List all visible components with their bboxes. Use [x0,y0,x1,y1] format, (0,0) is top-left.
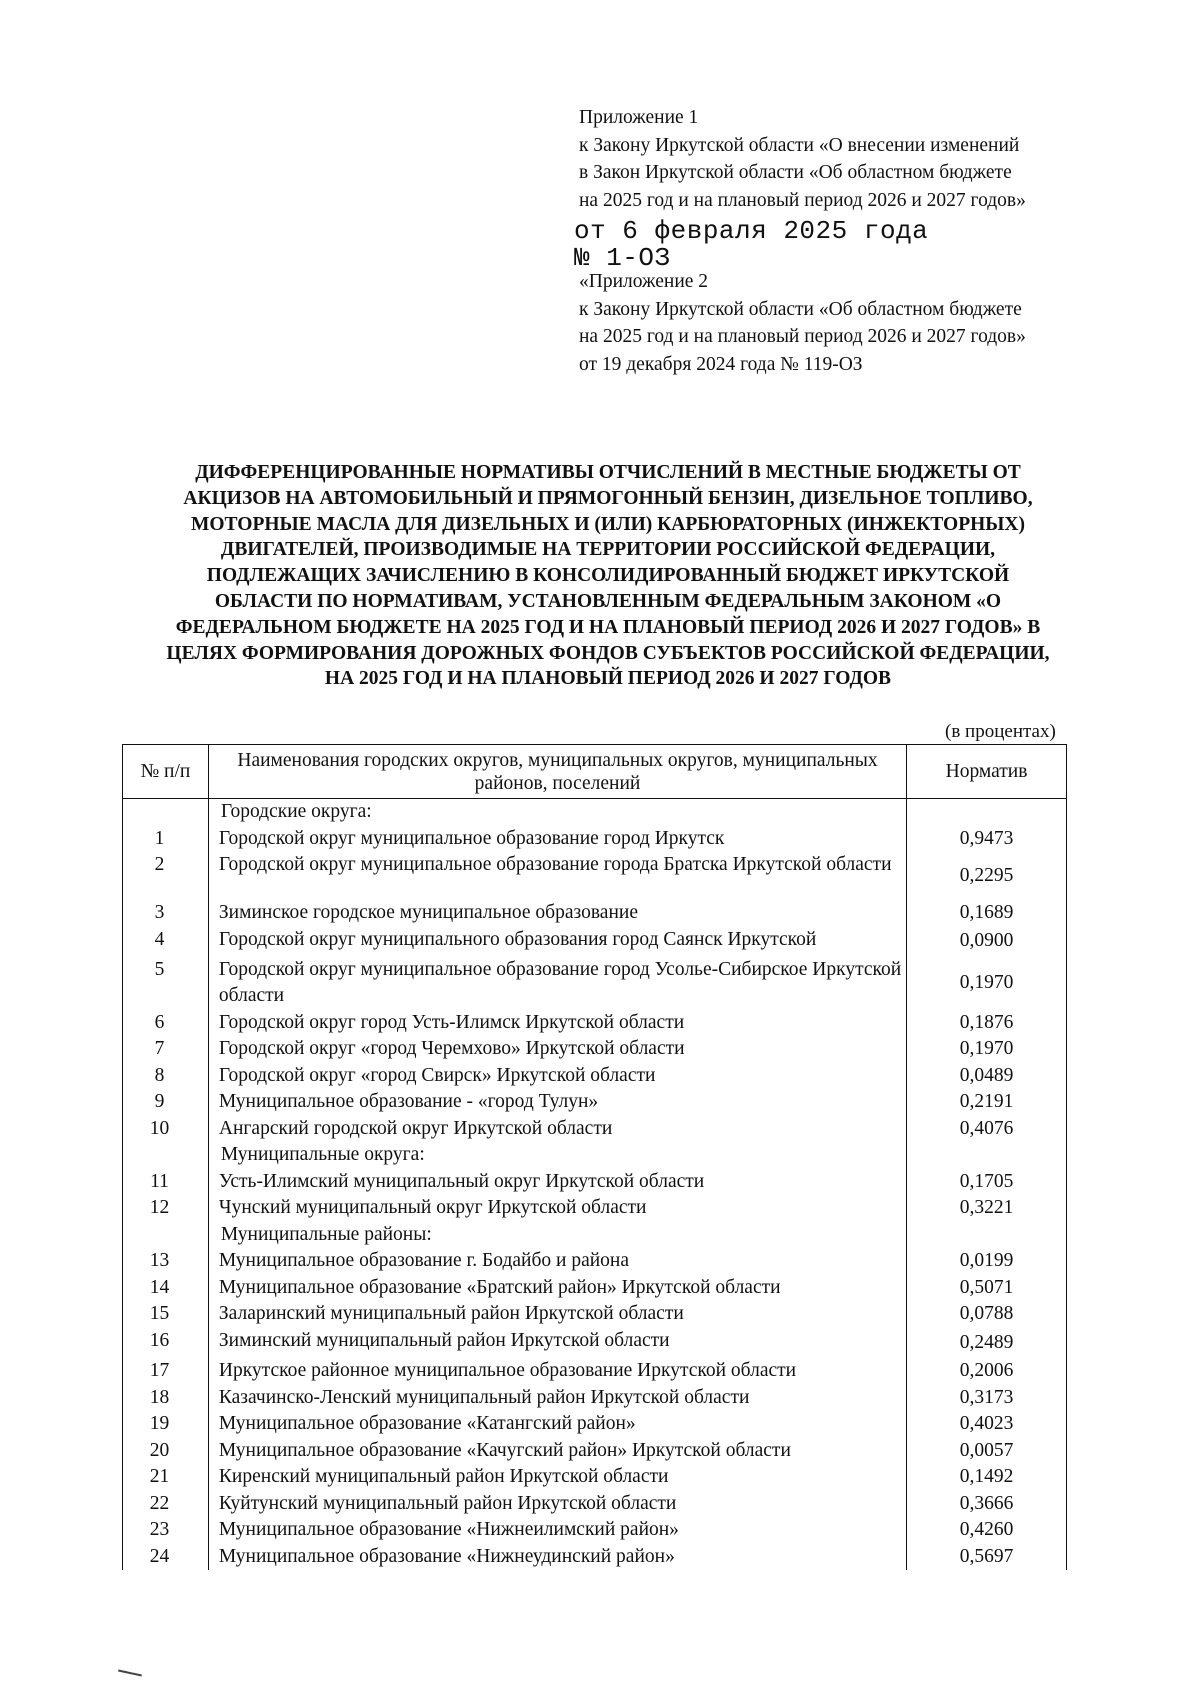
table-row [123,1010,1067,1037]
title-line: НА 2025 ГОД И НА ПЛАНОВЫЙ ПЕРИОД 2026 И 2027 ГОДОВ [324,668,892,690]
row-name: Городские округа: [208,799,906,826]
typed-number: № 1-ОЗ [574,243,671,273]
row-number [123,1142,209,1169]
row-number [123,799,209,826]
row-name: Куйтунский муниципальный район Иркутской области [208,1491,906,1518]
row-number: 22 [123,1491,209,1518]
row-value: 0,1705 [907,1169,1067,1196]
original-appendix-header [579,268,1099,378]
row-name: Зиминское городское муниципальное образование [208,900,906,927]
row-name: Муниципальное образование «Братский район» Иркутской области [208,1275,906,1302]
row-number: 10 [123,1116,209,1143]
table-row [123,1438,1067,1465]
table-row [123,1169,1067,1196]
appendix-header [579,104,1099,214]
title-line: ФЕДЕРАЛЬНОМ БЮДЖЕТЕ НА 2025 ГОД И НА ПЛАНОВЫЙ ПЕРИОД 2026 И 2027 ГОДОВ» В [175,616,1041,638]
row-number: 19 [123,1411,209,1438]
row-name: Ангарский городской округ Иркутской области [208,1116,906,1143]
appendix-line: на 2025 год и на плановый период 2026 и 2027 годов» [579,189,1026,211]
row-name: Городской округ муниципальное образование города Братска Иркутской области [208,852,906,900]
row-value: 0,1689 [907,900,1067,927]
table-body [123,799,1067,1571]
row-name: Киренский муниципальный район Иркутской области [208,1464,906,1491]
row-name: Иркутское районное муниципальное образование Иркутской области [208,1358,906,1385]
original-line: от 19 декабря 2024 года № 119-ОЗ [579,353,863,375]
row-value: 0,2295 [907,852,1067,900]
title-line: МОТОРНЫЕ МАСЛА ДЛЯ ДИЗЕЛЬНЫХ И (ИЛИ) КАРБЮРАТОРНЫХ (ИНЖЕКТОРНЫХ) [190,513,1026,535]
row-value [907,799,1067,826]
row-value: 0,5071 [907,1275,1067,1302]
row-name: Муниципальное образование «Катангский район» [208,1411,906,1438]
row-name: Муниципальное образование «Качугский район» Иркутской области [208,1438,906,1465]
table-row [123,1358,1067,1385]
row-name: Городской округ «город Черемхово» Иркутской области [208,1036,906,1063]
row-name: Городской округ «город Свирск» Иркутской области [208,1063,906,1090]
row-name: Городской округ муниципальное образование город Иркутск [208,826,906,853]
row-name: Городской округ муниципальное образование город Усолье-Сибирское Иркутской области [208,957,906,1010]
table-row [123,1491,1067,1518]
row-name: Городской округ муниципального образования город Саянск Иркутской [208,927,906,957]
table-row [123,1517,1067,1544]
title-line: ДИФФЕРЕНЦИРОВАННЫЕ НОРМАТИВЫ ОТЧИСЛЕНИЙ В МЕСТНЫЕ БЮДЖЕТЫ ОТ [195,462,1021,483]
table-row [123,957,1067,1010]
original-line: на 2025 год и на плановый период 2026 и 2027 годов» [579,326,1026,347]
table-row [123,1544,1067,1571]
table-section-row [123,1142,1067,1169]
row-number: 18 [123,1385,209,1412]
row-name: Муниципальные районы: [208,1222,906,1249]
title-line: ПОДЛЕЖАЩИХ ЗАЧИСЛЕНИЮ В КОНСОЛИДИРОВАННЫЙ БЮДЖЕТ ИРКУТСКОЙ [206,565,1010,587]
row-name: Муниципальное образование - «город Тулун» [208,1089,906,1116]
table-row [123,1385,1067,1412]
row-value: 0,0489 [907,1063,1067,1090]
row-value: 0,4076 [907,1116,1067,1143]
table-row [123,900,1067,927]
row-value: 0,1876 [907,1010,1067,1037]
row-number: 12 [123,1195,209,1222]
row-number: 11 [123,1169,209,1196]
row-name: Усть-Илимский муниципальный округ Иркутской области [208,1169,906,1196]
table-row [123,927,1067,957]
row-number: 7 [123,1036,209,1063]
table-row [123,1411,1067,1438]
row-number: 8 [123,1063,209,1090]
row-value: 0,0788 [907,1301,1067,1328]
row-value: 0,3666 [907,1491,1067,1518]
table-row [123,1116,1067,1143]
row-number: 5 [123,957,209,1010]
row-value: 0,3221 [907,1195,1067,1222]
table-section-row [123,1222,1067,1249]
table-row [123,1275,1067,1302]
row-value: 0,0900 [907,927,1067,957]
table-row [123,1063,1067,1090]
header-name: Наименования городских округов, муниципальных округов, муниципальных районов, поселений [208,745,906,799]
row-name: Зиминский муниципальный район Иркутской области [208,1328,906,1358]
table-row [123,1248,1067,1275]
row-name: Муниципальное образование «Нижнеудинский район» [208,1544,906,1571]
row-name: Муниципальные округа: [208,1142,906,1169]
title-line: ОБЛАСТИ ПО НОРМАТИВАМ, УСТАНОВЛЕННЫМ ФЕДЕРАЛЬНЫМ ЗАКОНОМ «О [214,590,1002,612]
row-name: Казачинско-Ленский муниципальный район Иркутской области [208,1385,906,1412]
row-number: 1 [123,826,209,853]
table-section-row [123,799,1067,826]
table-row [123,1195,1067,1222]
row-value [907,1142,1067,1169]
row-number: 2 [123,852,209,900]
table-row [123,852,1067,900]
table-row [123,1301,1067,1328]
row-value: 0,9473 [907,826,1067,853]
row-value: 0,2006 [907,1358,1067,1385]
row-number: 15 [123,1301,209,1328]
row-name: Муниципальное образование «Нижнеилимский район» [208,1517,906,1544]
row-value: 0,1492 [907,1464,1067,1491]
row-value: 0,3173 [907,1385,1067,1412]
row-value: 0,2191 [907,1089,1067,1116]
typed-date-number [574,218,928,272]
appendix-line: Приложение 1 [579,107,699,128]
scan-artifact [118,1670,142,1677]
row-number: 24 [123,1544,209,1571]
row-number: 13 [123,1248,209,1275]
row-value: 0,0199 [907,1248,1067,1275]
row-number: 6 [123,1010,209,1037]
row-value: 0,4260 [907,1517,1067,1544]
table-row [123,1328,1067,1358]
appendix-line: к Закону Иркутской области «О внесении изменений [579,134,1020,156]
header-num: № п/п [123,745,209,799]
header-value: Норматив [907,745,1067,799]
row-value: 0,1970 [907,1036,1067,1063]
row-value: 0,0057 [907,1438,1067,1465]
row-name: Муниципальное образование г. Бодайбо и района [208,1248,906,1275]
row-number: 9 [123,1089,209,1116]
appendix-line: в Закон Иркутской области «Об областном бюджете [579,162,1012,183]
row-number: 14 [123,1275,209,1302]
title-line: АКЦИЗОВ НА АВТОМОБИЛЬНЫЙ И ПРЯМОГОННЫЙ БЕНЗИН, ДИЗЕЛЬНОЕ ТОПЛИВО, [183,487,1033,509]
row-value: 0,1970 [907,957,1067,1010]
row-value: 0,2489 [907,1328,1067,1358]
row-name: Городской округ город Усть-Илимск Иркутской области [208,1010,906,1037]
table-row [123,1036,1067,1063]
row-number: 16 [123,1328,209,1358]
row-value: 0,4023 [907,1411,1067,1438]
unit-note: (в процентах) [945,721,1056,742]
table-row [123,1464,1067,1491]
row-number: 17 [123,1358,209,1385]
row-number: 4 [123,927,209,957]
table-row [123,1089,1067,1116]
norms-table [122,744,1067,1570]
original-line: «Приложение 2 [579,271,709,292]
typed-date: от 6 февраля 2025 года [574,216,929,246]
table-row [123,826,1067,853]
row-number [123,1222,209,1249]
row-number: 3 [123,900,209,927]
title-line: ЦЕЛЯХ ФОРМИРОВАНИЯ ДОРОЖНЫХ ФОНДОВ СУБЪЕКТОВ РОССИЙСКОЙ ФЕДЕРАЦИИ, [166,642,1050,664]
row-value [907,1222,1067,1249]
original-line: к Закону Иркутской области «Об областном бюджете [579,298,1022,320]
document-title [118,460,1098,692]
row-number: 23 [123,1517,209,1544]
table-header-row [123,745,1067,799]
title-line: ДВИГАТЕЛЕЙ, ПРОИЗВОДИМЫЕ НА ТЕРРИТОРИИ РОССИЙСКОЙ ФЕДЕРАЦИИ, [220,539,996,561]
row-name: Заларинский муниципальный район Иркутской области [208,1301,906,1328]
row-number: 20 [123,1438,209,1465]
row-number: 21 [123,1464,209,1491]
row-name: Чунский муниципальный округ Иркутской области [208,1195,906,1222]
row-value: 0,5697 [907,1544,1067,1571]
